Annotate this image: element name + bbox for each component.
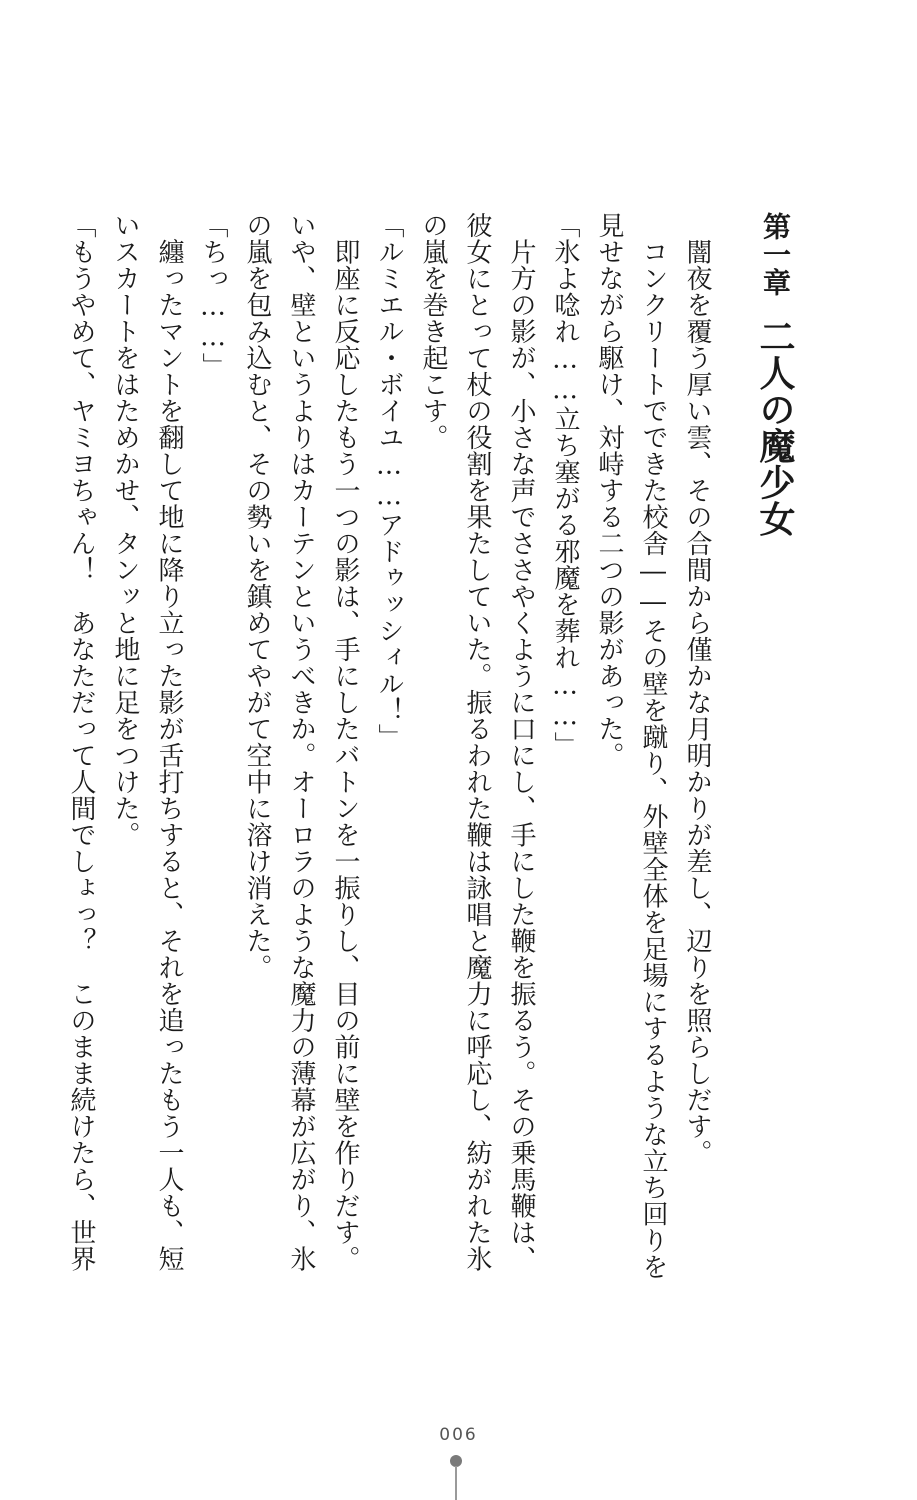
- chapter-heading: [753, 212, 797, 1212]
- text-line: の嵐を巻き起こす。: [418, 212, 448, 451]
- text-line: 纏ったマントを翻して地に降り立った影が舌打ちすると、それを追ったもう一人も、短: [154, 212, 184, 1272]
- text-line: 「ちっ……」: [198, 212, 228, 379]
- text-line: いや、壁というよりはカーテンというべきか。オーロラのような魔力の薄幕が広がり、氷: [286, 212, 316, 1272]
- text-line: 彼女にとって杖の役割を果たしていた。振るわれた鞭は詠唱と魔力に呼応し、紡がれた氷: [462, 212, 492, 1272]
- text-line: 「ルミエル・ボイユ……アドゥッシィル！」: [374, 212, 404, 750]
- text-line: 「氷よ唸れ……立ち塞がる邪魔を葬れ……」: [550, 212, 580, 758]
- text-line: 見せながら駆け、対峙する二つの影があった。: [594, 212, 624, 769]
- page-number: 006: [439, 1425, 478, 1445]
- text-line: いスカートをはためかせ、タンッと地に足をつけた。: [110, 212, 140, 848]
- chapter-number: 第一章: [759, 212, 792, 296]
- text-line: 闇夜を覆う厚い雲、その合間から僅かな月明かりが差し、辺りを照らしだす。: [682, 212, 712, 1166]
- vertical-text-block: [59, 212, 797, 1280]
- page-marker-line: [455, 1466, 457, 1500]
- text-line: 片方の影が、小さな声でささやくように口にし、手にした鞭を振るう。その乗馬鞭は、: [506, 212, 536, 1272]
- text-line: 「もうやめて、ヤミヨちゃん！ あなただって人間でしょっ？ このまま続けたら、世界: [66, 212, 96, 1272]
- text-line: 即座に反応したもう一つの影は、手にしたバトンを一振りし、目の前に壁を作りだす。: [330, 212, 360, 1272]
- text-line: の嵐を包み込むと、その勢いを鎮めてやがて空中に溶け消えた。: [242, 212, 272, 981]
- text-line: コンクリートでできた校舎――その壁を蹴り、外壁全体を足場にするような立ち回りを: [638, 212, 668, 1280]
- chapter-title: 二人の魔少女: [754, 318, 796, 537]
